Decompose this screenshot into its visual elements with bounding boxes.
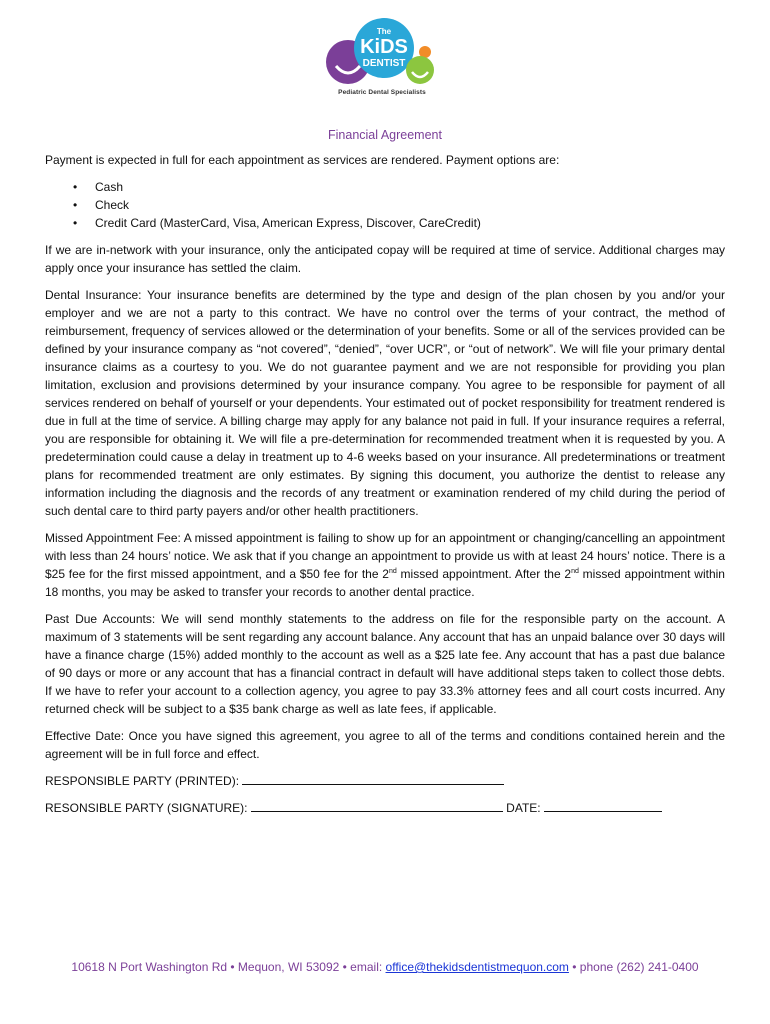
payment-intro: Payment is expected in full for each appointment as services are rendered. Payment options are: [45, 153, 560, 167]
effective-date-paragraph: Effective Date: Once you have signed this agreement, you agree to all of the terms and conditions contained herein and the agreement will be in full force and effect. [45, 729, 725, 761]
past-due-paragraph: Past Due Accounts: We will send monthly statements to the address on file for the responsible party on the account. A maximum of 3 statements will be sent regarding any account balance. Any account that has an unpaid balance over 30 days will have a finance charge (15%) added monthly to the account as well as a $25 late fee. Any account that has a past due balance of 90 days or more or any account that has a financial contract in default will have additional steps taken to collect those debts. If we have to refer your account to a collection agency, you agree to pay 33.3% attorney fees and all court costs incurred. Any returned check will be subject to a $35 bank charge as well as late fees, if applicable. [45, 612, 725, 716]
missed-appointment-paragraph: Missed Appointment Fee: A missed appointment is failing to show up for an appointment or changing/cancelling an appointment with less than 24 hours’ notice. We ask that if you change an appointment to provide us with at least 24 hours’ notice. There is a $25 fee for the first missed appointment, and a $50 fee for the 2nd missed appointment. After the 2nd missed appointment within 18 months, you may be asked to transfer your records to another dental practice. [45, 531, 725, 599]
email-link[interactable]: office@thekidsdentistmequon.com [385, 960, 569, 974]
footer-contact [0, 960, 770, 974]
logo-kids-text: KiDS [360, 36, 408, 58]
logo-green-circle [406, 56, 434, 84]
signature-field[interactable] [251, 799, 503, 812]
signature-row [45, 799, 725, 817]
logo-dentist-text: DENTIST [362, 58, 406, 69]
list-item: • Check [73, 198, 130, 212]
logo-the-text: The [376, 27, 392, 36]
date-label: DATE: [502, 801, 544, 815]
financial-agreement-document [45, 126, 725, 826]
bullet-icon: • [73, 198, 78, 212]
signature-label: RESONSIBLE PARTY (SIGNATURE): [45, 801, 251, 815]
bullet-icon: • [73, 180, 78, 194]
footer-address: 10618 N Port Washington Rd • Mequon, WI 53092 • email: [71, 960, 386, 974]
date-field[interactable] [544, 799, 662, 812]
payment-options-list [45, 178, 725, 232]
dental-insurance-paragraph: Dental Insurance: Your insurance benefits are determined by the type and design of the plan chosen by you and/or your employer and we are not a party to this contract. We have no control over the terms of your contract, the method of reimbursement, frequency of services allowed or the determination of your benefits. Some or all of the services provided can be defined by your insurance company as “not covered”, “denied”, “over UCR”, or “out of network”. We will file your primary dental insurance claims as a courtesy to you. We do not guarantee payment and we are not responsible for providing you plan limitation, exclusion and provisions determined by your insurance company. You agree to be responsible for payment of all services rendered on behalf of yourself or your dependents. Your estimated out of pocket responsibility for treatment rendered is due in full at the time of service. A billing charge may apply for any balance not paid in full. If your insurance requires a referral, you are responsible for obtaining it. We will file a pre-determination for recommended treatment when it is requested by you. A predetermination could cause a delay in treatment up to 4-6 weeks based on your insurance. All predeterminations or treatment plans for recommended treatment are only estimates. By signing this document, you authorize the dentist to release any information including the diagnosis and the records of any treatment or examination rendered of my child during the period of such dental care to third party payers and/or other health practitioners. [45, 288, 725, 518]
list-item: • Credit Card (MasterCard, Visa, American Express, Discover, CareCredit) [73, 216, 481, 230]
printed-name-row [45, 772, 725, 790]
list-item: • Cash [73, 180, 124, 194]
document-title: Financial Agreement [328, 128, 442, 142]
printed-name-label: RESPONSIBLE PARTY (PRINTED): [45, 774, 243, 788]
logo-tagline: Pediatric Dental Specialists [338, 89, 426, 96]
printed-name-field[interactable] [242, 772, 504, 785]
footer-phone: • phone (262) 241-0400 [568, 960, 699, 974]
in-network-paragraph: If we are in-network with your insurance, only the anticipated copay will be required at time of service. Additional charges may apply once your insurance has settled the claim. [45, 243, 725, 275]
bullet-icon: • [73, 216, 78, 230]
